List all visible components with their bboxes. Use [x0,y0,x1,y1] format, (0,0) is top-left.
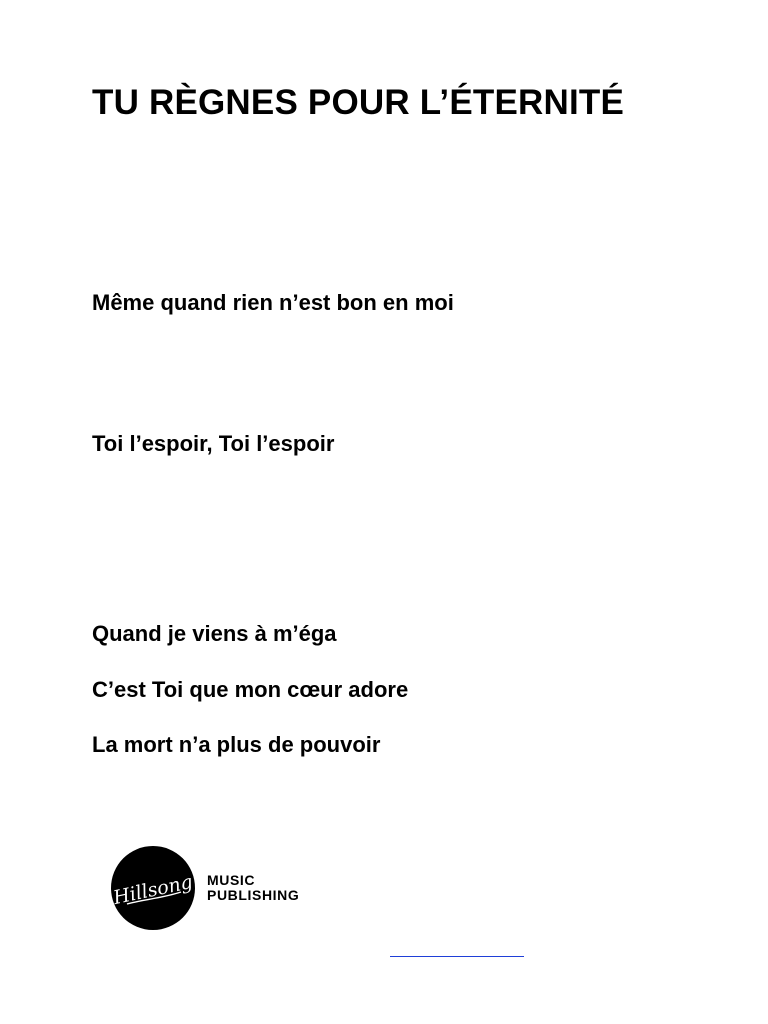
hillsong-logo-icon [111,846,195,930]
logo-text-music: MUSIC [207,872,256,888]
hyperlink-underline[interactable] [390,956,524,957]
logo-script-text: Hillsong [111,870,195,910]
lyric-line-2: Toi l’espoir, Toi l’espoir [92,431,335,456]
lyric-line-3: Quand je viens à m’éga [92,621,337,646]
logo-wordmark [207,873,299,903]
hillsong-script-icon [111,846,195,930]
song-title: TU RÈGNES POUR L’ÉTERNITÉ [92,83,624,122]
lyric-line-1: Même quand rien n’est bon en moi [92,290,454,315]
lyric-line-5: La mort n’a plus de pouvoir [92,732,381,757]
lyric-line-4: C’est Toi que mon cœur adore [92,677,409,702]
hillsong-music-publishing-logo [111,846,299,930]
logo-text-publishing: PUBLISHING [207,887,300,903]
